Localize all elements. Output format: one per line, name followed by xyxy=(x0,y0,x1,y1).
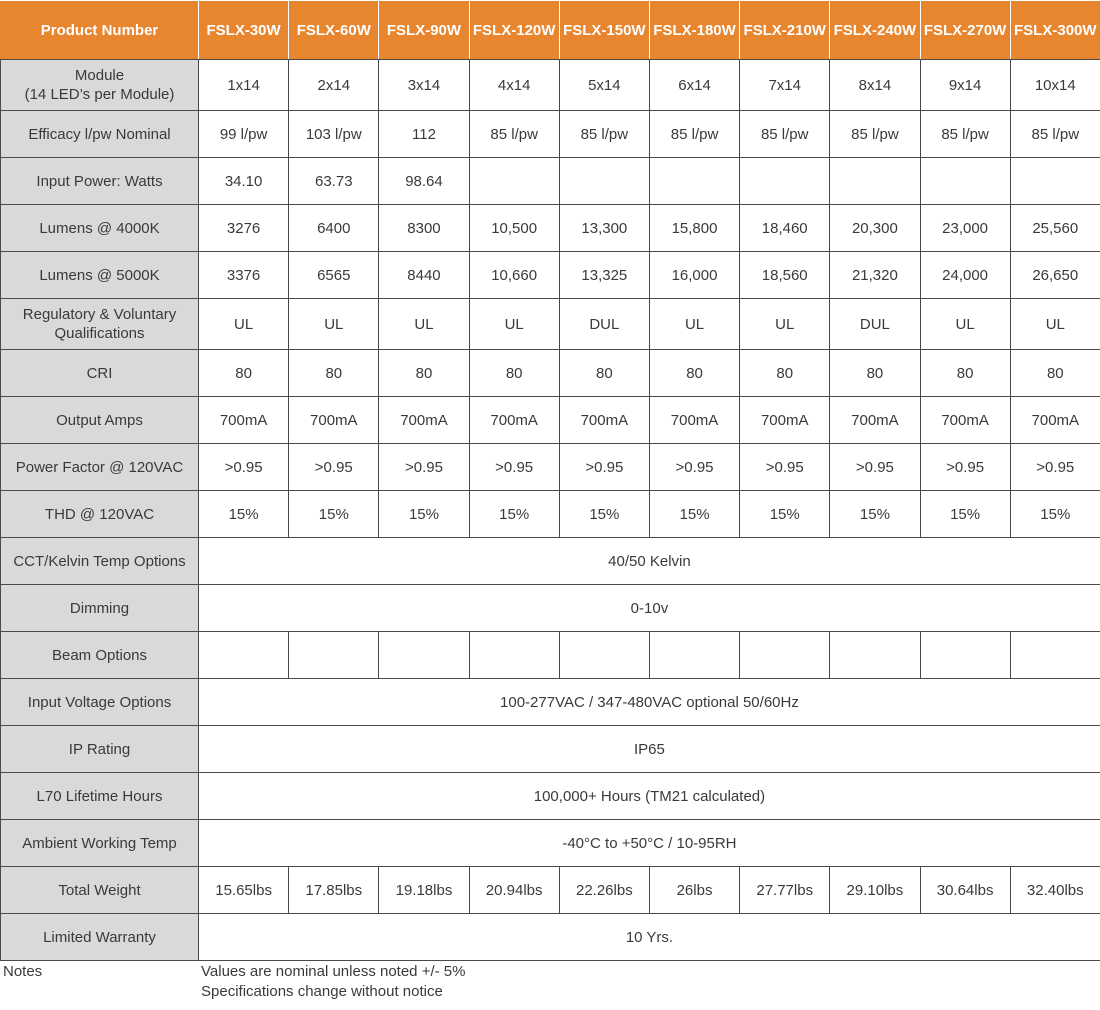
product-header: FSLX-150W xyxy=(559,1,649,60)
spec-value xyxy=(920,632,1010,679)
spec-row xyxy=(1,299,1100,350)
spec-value: 85 l/pw xyxy=(469,111,559,158)
spec-value: 15% xyxy=(289,491,379,538)
spec-row xyxy=(1,914,1100,961)
spec-value: 2x14 xyxy=(289,60,379,111)
product-header: FSLX-210W xyxy=(740,1,830,60)
spec-row xyxy=(1,491,1100,538)
spec-value: >0.95 xyxy=(920,444,1010,491)
spec-value: UL xyxy=(199,299,289,350)
spec-value: 6x14 xyxy=(649,60,739,111)
notes-lines xyxy=(201,962,465,1002)
spec-value: 18,460 xyxy=(740,205,830,252)
spec-value: UL xyxy=(379,299,469,350)
spec-value: 10,500 xyxy=(469,205,559,252)
spec-value: 19.18lbs xyxy=(379,867,469,914)
row-label xyxy=(1,299,199,350)
spec-value: 700mA xyxy=(469,397,559,444)
spec-value: 1x14 xyxy=(199,60,289,111)
row-label-line: (14 LED’s per Module) xyxy=(24,86,175,103)
spec-row xyxy=(1,820,1100,867)
spec-value: UL xyxy=(649,299,739,350)
spec-row xyxy=(1,252,1100,299)
spec-value: 80 xyxy=(379,350,469,397)
spec-value: 22.26lbs xyxy=(559,867,649,914)
spec-value: 700mA xyxy=(289,397,379,444)
row-label: Lumens @ 4000K xyxy=(1,205,199,252)
spec-value: 80 xyxy=(469,350,559,397)
spec-value xyxy=(920,158,1010,205)
spec-value xyxy=(1010,158,1100,205)
spec-value xyxy=(740,158,830,205)
spec-span-value: 100,000+ Hours (TM21 calculated) xyxy=(199,773,1100,820)
spec-row xyxy=(1,679,1100,726)
spec-row xyxy=(1,444,1100,491)
spec-value: 80 xyxy=(649,350,739,397)
header-row xyxy=(1,1,1100,60)
row-label: Power Factor @ 120VAC xyxy=(1,444,199,491)
spec-value: 85 l/pw xyxy=(740,111,830,158)
spec-value: >0.95 xyxy=(559,444,649,491)
spec-value xyxy=(1010,632,1100,679)
spec-value: DUL xyxy=(559,299,649,350)
row-label: CCT/Kelvin Temp Options xyxy=(1,538,199,585)
spec-value: 15% xyxy=(740,491,830,538)
note-line: Values are nominal unless noted +/- 5% xyxy=(201,963,466,980)
spec-value: 99 l/pw xyxy=(199,111,289,158)
spec-value: 700mA xyxy=(559,397,649,444)
spec-value: >0.95 xyxy=(379,444,469,491)
spec-row xyxy=(1,867,1100,914)
row-label: Limited Warranty xyxy=(1,914,199,961)
row-label: Input Power: Watts xyxy=(1,158,199,205)
spec-span-value: 10 Yrs. xyxy=(199,914,1100,961)
spec-value: 700mA xyxy=(649,397,739,444)
row-label: Output Amps xyxy=(1,397,199,444)
spec-value: 3276 xyxy=(199,205,289,252)
spec-value: 16,000 xyxy=(649,252,739,299)
spec-value: 13,325 xyxy=(559,252,649,299)
spec-value xyxy=(649,632,739,679)
spec-value: >0.95 xyxy=(649,444,739,491)
spec-span-value: 40/50 Kelvin xyxy=(199,538,1100,585)
product-header: FSLX-270W xyxy=(920,1,1010,60)
spec-value xyxy=(469,158,559,205)
spec-value: 85 l/pw xyxy=(649,111,739,158)
spec-value: 18,560 xyxy=(740,252,830,299)
spec-value: 32.40lbs xyxy=(1010,867,1100,914)
spec-value: 6565 xyxy=(289,252,379,299)
spec-span-value: 100-277VAC / 347-480VAC optional 50/60Hz xyxy=(199,679,1100,726)
spec-value: 80 xyxy=(559,350,649,397)
spec-value: 3376 xyxy=(199,252,289,299)
spec-value: 20,300 xyxy=(830,205,920,252)
spec-value: UL xyxy=(1010,299,1100,350)
notes-title: Notes xyxy=(3,963,43,980)
row-label: Input Voltage Options xyxy=(1,679,199,726)
spec-value: 85 l/pw xyxy=(830,111,920,158)
spec-value: 7x14 xyxy=(740,60,830,111)
row-label: Ambient Working Temp xyxy=(1,820,199,867)
spec-value: 30.64lbs xyxy=(920,867,1010,914)
note-line: Specifications change without notice xyxy=(201,983,443,1000)
row-label-line: Module xyxy=(74,67,125,84)
spec-value: >0.95 xyxy=(289,444,379,491)
row-label-line: Qualifications xyxy=(54,325,145,342)
spec-row xyxy=(1,350,1100,397)
spec-value: 700mA xyxy=(830,397,920,444)
product-header: FSLX-240W xyxy=(830,1,920,60)
spec-value xyxy=(740,632,830,679)
spec-value: UL xyxy=(920,299,1010,350)
spec-span-value: -40°C to +50°C / 10-95RH xyxy=(199,820,1100,867)
header-label: Product Number xyxy=(1,1,199,60)
spec-value xyxy=(289,632,379,679)
spec-row xyxy=(1,585,1100,632)
spec-value: 700mA xyxy=(920,397,1010,444)
spec-span-value: 0-10v xyxy=(199,585,1100,632)
row-label: Dimming xyxy=(1,585,199,632)
spec-value: 20.94lbs xyxy=(469,867,559,914)
spec-value: 9x14 xyxy=(920,60,1010,111)
spec-value: 21,320 xyxy=(830,252,920,299)
spec-value: 103 l/pw xyxy=(289,111,379,158)
product-header: FSLX-120W xyxy=(469,1,559,60)
spec-value: UL xyxy=(469,299,559,350)
spec-row xyxy=(1,632,1100,679)
spec-value xyxy=(379,632,469,679)
spec-value: >0.95 xyxy=(740,444,830,491)
spec-value: 700mA xyxy=(740,397,830,444)
row-label xyxy=(1,60,199,111)
spec-value xyxy=(559,632,649,679)
spec-span-value: IP65 xyxy=(199,726,1100,773)
spec-value: 8440 xyxy=(379,252,469,299)
spec-row xyxy=(1,158,1100,205)
spec-value: 8x14 xyxy=(830,60,920,111)
spec-value: 15% xyxy=(1010,491,1100,538)
spec-value: 15% xyxy=(649,491,739,538)
spec-value: DUL xyxy=(830,299,920,350)
spec-value: 17.85lbs xyxy=(289,867,379,914)
spec-value: 15.65lbs xyxy=(199,867,289,914)
row-label: THD @ 120VAC xyxy=(1,491,199,538)
spec-row xyxy=(1,397,1100,444)
spec-value: 27.77lbs xyxy=(740,867,830,914)
product-header: FSLX-30W xyxy=(199,1,289,60)
spec-value: 4x14 xyxy=(469,60,559,111)
spec-value: 80 xyxy=(830,350,920,397)
spec-value: 15,800 xyxy=(649,205,739,252)
row-label: Total Weight xyxy=(1,867,199,914)
spec-value: UL xyxy=(289,299,379,350)
spec-value: 85 l/pw xyxy=(559,111,649,158)
spec-value xyxy=(649,158,739,205)
row-label: Efficacy l/pw Nominal xyxy=(1,111,199,158)
row-label: CRI xyxy=(1,350,199,397)
spec-value: 5x14 xyxy=(559,60,649,111)
spec-value: 26,650 xyxy=(1010,252,1100,299)
spec-row xyxy=(1,538,1100,585)
spec-value: 700mA xyxy=(379,397,469,444)
spec-value: 85 l/pw xyxy=(920,111,1010,158)
spec-value: 85 l/pw xyxy=(1010,111,1100,158)
spec-value: 34.10 xyxy=(199,158,289,205)
spec-row xyxy=(1,726,1100,773)
spec-value: 15% xyxy=(199,491,289,538)
spec-value: 80 xyxy=(1010,350,1100,397)
spec-value xyxy=(559,158,649,205)
spec-value: 8300 xyxy=(379,205,469,252)
spec-value: 3x14 xyxy=(379,60,469,111)
spec-value: 15% xyxy=(559,491,649,538)
spec-value: >0.95 xyxy=(830,444,920,491)
spec-value: 6400 xyxy=(289,205,379,252)
spec-value: 112 xyxy=(379,111,469,158)
spec-value xyxy=(469,632,559,679)
spec-value: 23,000 xyxy=(920,205,1010,252)
spec-value: 15% xyxy=(379,491,469,538)
spec-value xyxy=(199,632,289,679)
spec-value: 13,300 xyxy=(559,205,649,252)
spec-value xyxy=(830,158,920,205)
row-label-line: Regulatory & Voluntary xyxy=(22,306,177,323)
product-header: FSLX-300W xyxy=(1010,1,1100,60)
spec-value: >0.95 xyxy=(199,444,289,491)
product-header: FSLX-180W xyxy=(649,1,739,60)
spec-value: 25,560 xyxy=(1010,205,1100,252)
spec-value: 15% xyxy=(920,491,1010,538)
spec-value: 700mA xyxy=(199,397,289,444)
spec-value: 80 xyxy=(289,350,379,397)
spec-value: 15% xyxy=(469,491,559,538)
spec-value: >0.95 xyxy=(1010,444,1100,491)
row-label: IP Rating xyxy=(1,726,199,773)
product-header: FSLX-90W xyxy=(379,1,469,60)
spec-value xyxy=(830,632,920,679)
spec-value: 10,660 xyxy=(469,252,559,299)
row-label: L70 Lifetime Hours xyxy=(1,773,199,820)
spec-value: >0.95 xyxy=(469,444,559,491)
product-header: FSLX-60W xyxy=(289,1,379,60)
spec-row xyxy=(1,111,1100,158)
spec-value: 63.73 xyxy=(289,158,379,205)
row-label: Lumens @ 5000K xyxy=(1,252,199,299)
spec-value: UL xyxy=(740,299,830,350)
spec-value: 80 xyxy=(740,350,830,397)
spec-table-body xyxy=(1,60,1100,961)
spec-value: 29.10lbs xyxy=(830,867,920,914)
spec-value: 80 xyxy=(920,350,1010,397)
spec-value: 26lbs xyxy=(649,867,739,914)
spec-row xyxy=(1,205,1100,252)
spec-value: 10x14 xyxy=(1010,60,1100,111)
spec-value: 80 xyxy=(199,350,289,397)
spec-value: 15% xyxy=(830,491,920,538)
spec-value: 700mA xyxy=(1010,397,1100,444)
spec-row xyxy=(1,60,1100,111)
spec-value: 24,000 xyxy=(920,252,1010,299)
spec-value: 98.64 xyxy=(379,158,469,205)
spec-row xyxy=(1,773,1100,820)
row-label: Beam Options xyxy=(1,632,199,679)
